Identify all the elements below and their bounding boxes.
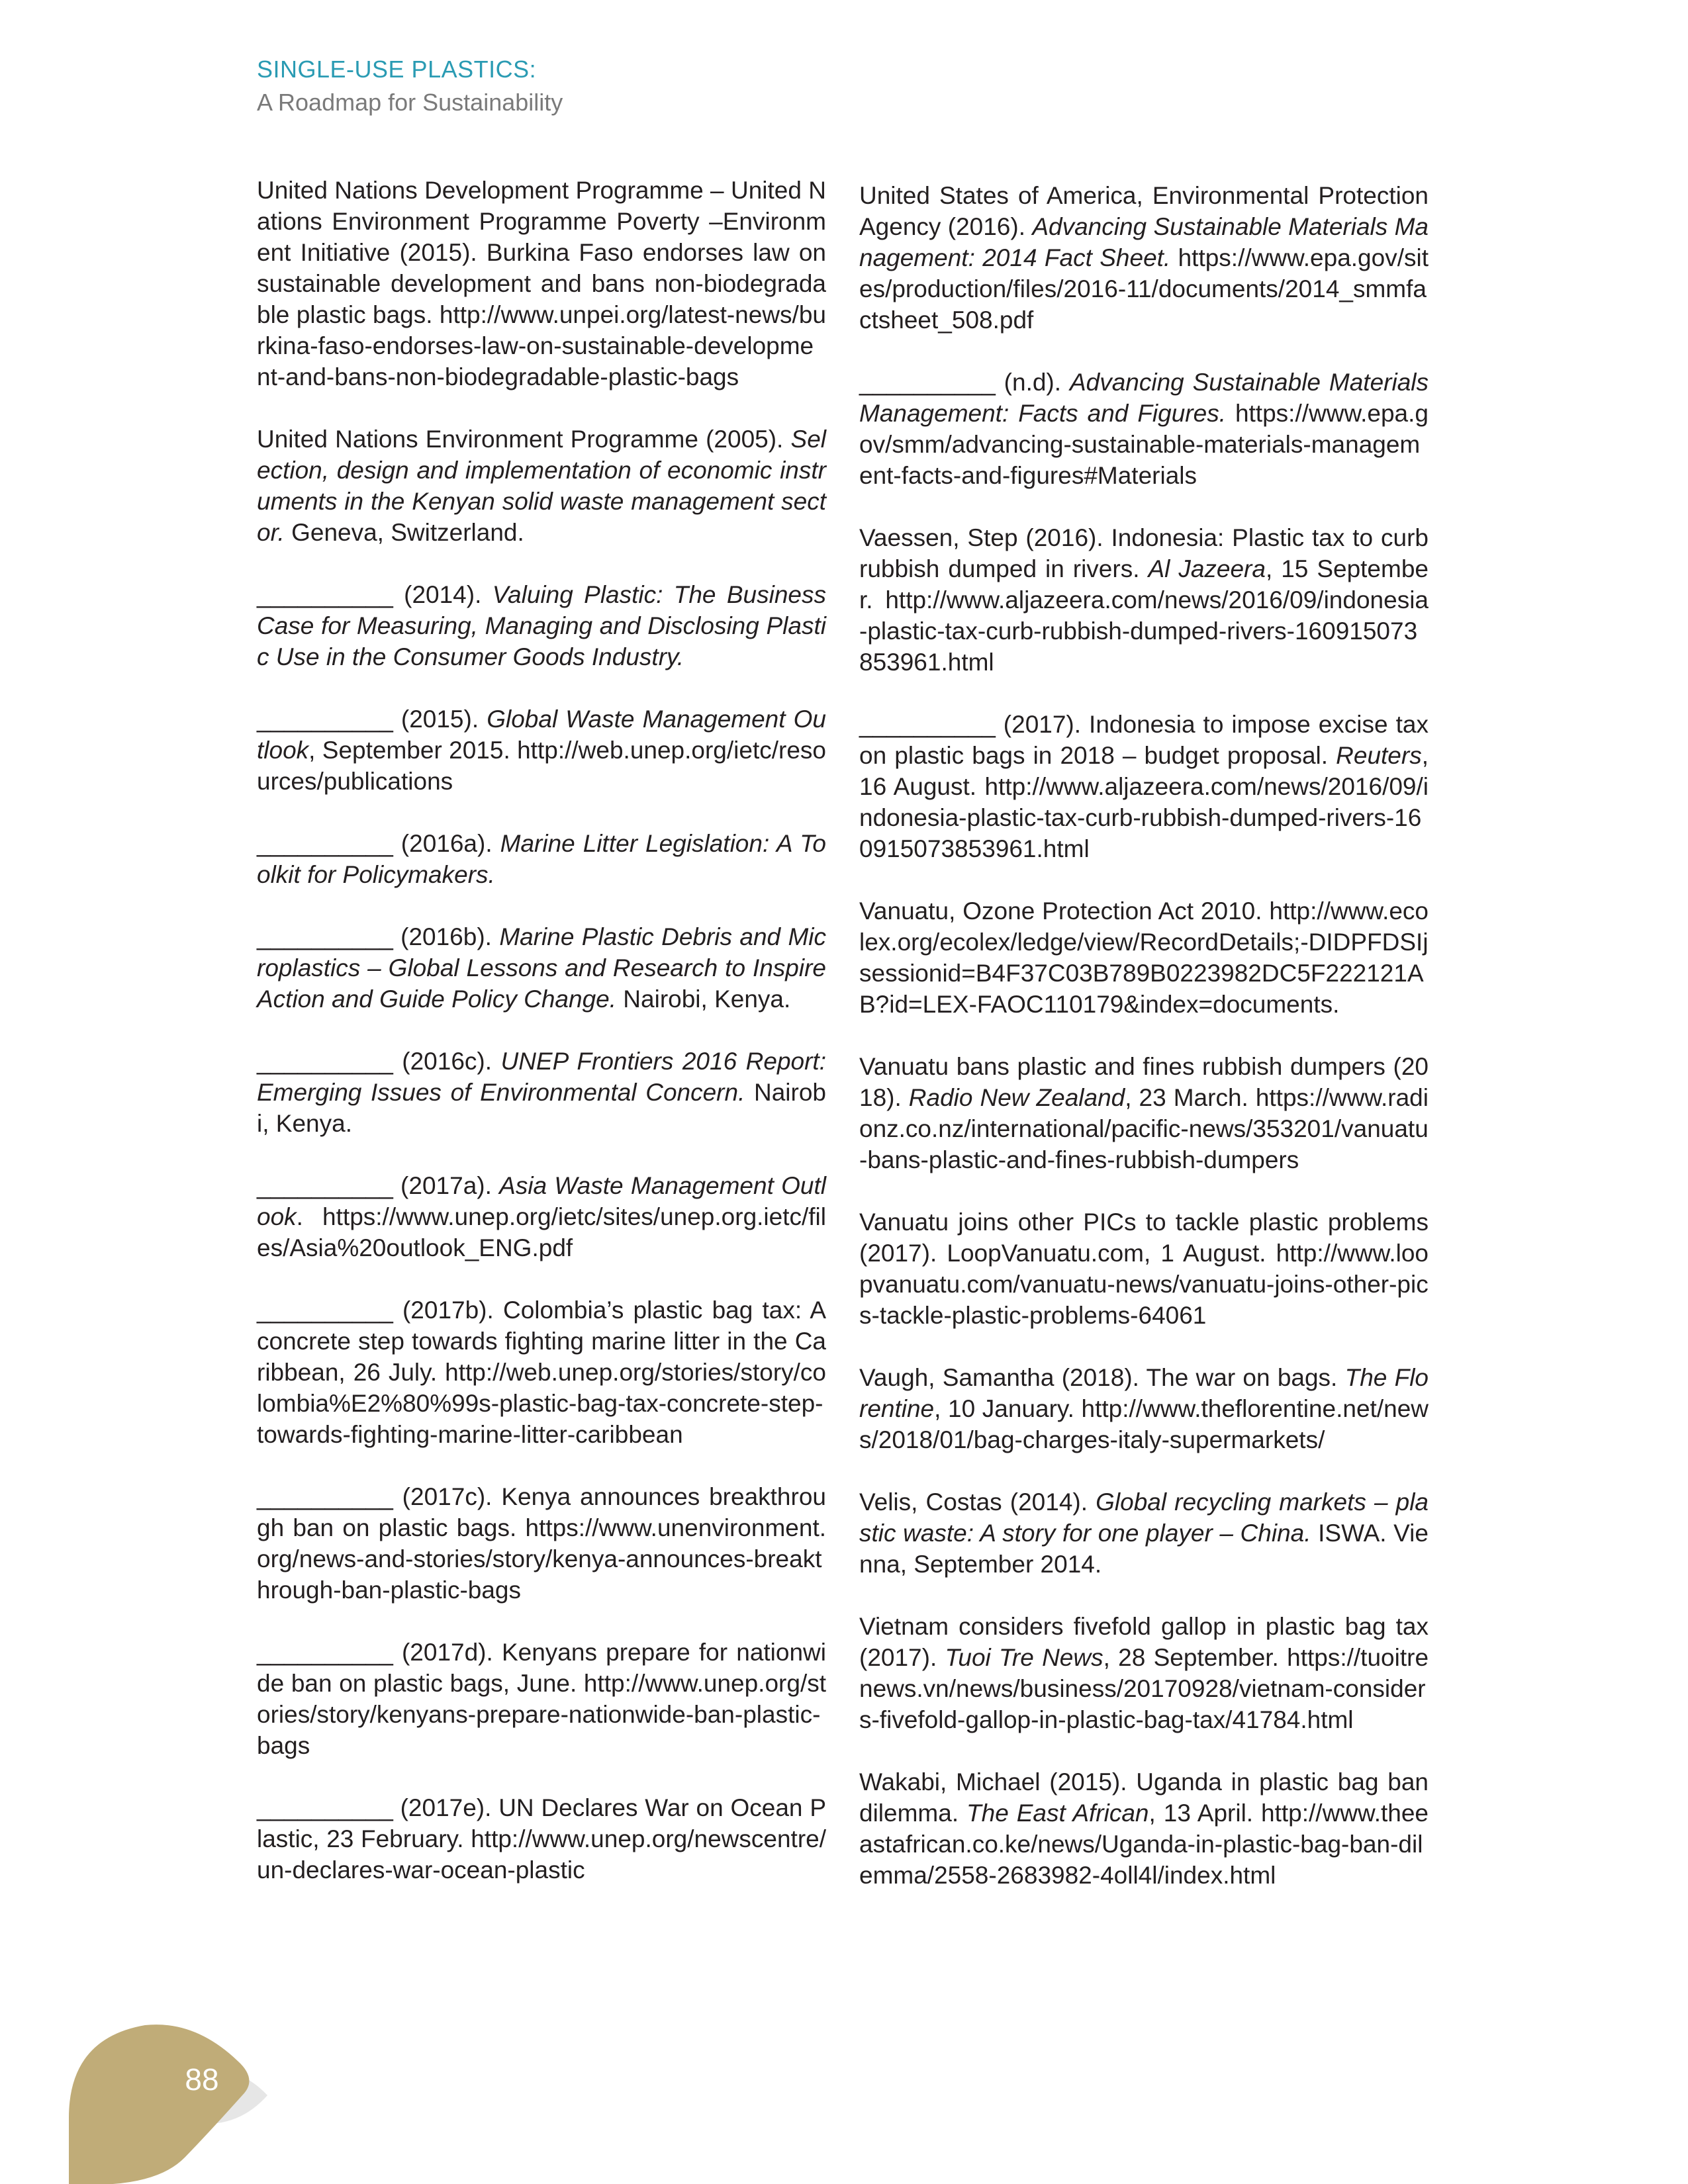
reference-entry (257, 1170, 826, 1263)
reference-entry (257, 828, 826, 890)
reference-text: __________ (2017c). Kenya announces breakthrough ban on plastic bags. https://www.unenvironment.org/news-and-stories/story/kenya-announces-breakthrough-ban-plastic-bags (257, 1483, 826, 1604)
reference-title: Radio New Zealand (908, 1084, 1125, 1111)
reference-text: Vanuatu joins other PICs to tackle plastic problems (2017). LoopVanuatu.com, 1 August. http://www.loopvanuatu.com/vanuatu-news/vanuatu-joins-other-pics-tackle-plastic-problems-64061 (859, 1208, 1429, 1329)
reference-entry (859, 709, 1429, 864)
reference-text: United Nations Environment Programme (2005). (257, 426, 791, 453)
reference-title: Selection, design and implementation of economic instruments in the Kenyan solid waste management sector. (257, 426, 826, 546)
reference-entry (257, 424, 826, 548)
reference-entry (859, 1051, 1429, 1175)
reference-text: Geneva, Switzerland. (284, 519, 524, 546)
reference-text: __________ (2014). (257, 581, 492, 608)
reference-text: Vietnam considers fivefold gallop in plastic bag tax (2017). (859, 1613, 1429, 1671)
reference-text: , 10 January. http://www.theflorentine.net/news/2018/01/bag-charges-italy-supermarkets/ (859, 1395, 1429, 1453)
reference-text: ISWA. Vienna, September 2014. (859, 1520, 1429, 1578)
reference-title: Asia Waste Management Outlook (257, 1172, 826, 1230)
reference-title: Tuoi Tre News (945, 1644, 1103, 1671)
reference-text: , 23 March. https://www.radionz.co.nz/international/pacific-news/353201/vanuatu-bans-plastic-and-fines-rubbish-dumpers (859, 1084, 1429, 1173)
reference-title: Valuing Plastic: The Business Case for Measuring, Managing and Disclosing Plastic Use in the Consumer Goods Industry. (257, 581, 826, 670)
reference-text: Velis, Costas (2014). (859, 1488, 1096, 1516)
reference-entry (257, 579, 826, 672)
reference-entry (859, 522, 1429, 678)
reference-text: , 13 April. http://www.theeastafrican.co.ke/news/Uganda-in-plastic-bag-ban-dilemma/2558-2683982-4oll4l/index.html (859, 1799, 1429, 1889)
reference-entry (859, 1486, 1429, 1580)
reference-title: Al Jazeera (1148, 555, 1266, 582)
page-number: 88 (185, 2062, 219, 2097)
reference-entry (859, 895, 1429, 1020)
reference-text: . https://www.unep.org/ietc/sites/unep.org.ietc/files/Asia%20outlook_ENG.pdf (257, 1203, 826, 1261)
reference-entry (859, 367, 1429, 491)
reference-text: https://www.epa.gov/sites/production/files/2016-11/documents/2014_smmfactsheet_508.pdf (859, 244, 1429, 334)
reference-text: Vanuatu, Ozone Protection Act 2010. http://www.ecolex.org/ecolex/ledge/view/RecordDetails;-DIDPFDSIjsessionid=B4F37C03B789B0223982DC5F222121AB?id=LEX-FAOC110179&index=documents. (859, 897, 1429, 1018)
reference-entry (859, 1206, 1429, 1331)
reference-title: Reuters (1336, 742, 1422, 769)
reference-text: Nairobi, Kenya. (257, 1079, 826, 1137)
reference-entry (257, 175, 826, 392)
reference-title: The East African (966, 1799, 1149, 1827)
reference-title: Global Waste Management Outlook (257, 705, 826, 764)
reference-title: UNEP Frontiers 2016 Report: Emerging Issues of Environmental Concern. (257, 1048, 826, 1106)
reference-entry (859, 180, 1429, 336)
reference-title: Advancing Sustainable Materials Management: 2014 Fact Sheet. (859, 213, 1429, 271)
reference-text: Wakabi, Michael (2015). Uganda in plastic bag ban dilemma. (859, 1768, 1429, 1827)
running-header (257, 53, 563, 119)
reference-text: __________ (n.d). (859, 369, 1070, 396)
primary-leaf-shape (69, 2025, 249, 2184)
reference-text: , 28 September. https://tuoitrenews.vn/news/business/20170928/vietnam-considers-fivefold-gallop-in-plastic-bag-tax/41784.html (859, 1644, 1429, 1733)
reference-entry (257, 1046, 826, 1139)
reference-text: __________ (2017b). Colombia’s plastic bag tax: A concrete step towards fighting marine litter in the Caribbean, 26 July. http://web.unep.org/stories/story/colombia%E2%80%99s-plastic-bag-tax-concrete-step-towards-fighting-marine-litter-caribbean (257, 1297, 826, 1448)
reference-entry (257, 1792, 826, 1886)
reference-text: https://www.epa.gov/smm/advancing-sustainable-materials-management-facts-and-figures#Materials (859, 400, 1429, 489)
reference-text: __________ (2016b). (257, 923, 500, 950)
reference-entry (859, 1766, 1429, 1891)
reference-text: __________ (2017e). UN Declares War on Ocean Plastic, 23 February. http://www.unep.org/newscentre/un-declares-war-ocean-plastic (257, 1794, 826, 1884)
reference-entry (257, 1295, 826, 1450)
reference-entry (257, 1481, 826, 1606)
reference-text: , 15 September. http://www.aljazeera.com/news/2016/09/indonesia-plastic-tax-curb-rubbish-dumped-rivers-160915073853961.html (859, 555, 1429, 676)
reference-text: United States of America, Environmental Protection Agency (2016). (859, 182, 1429, 240)
reference-entry (257, 921, 826, 1015)
reference-text: __________ (2017d). Kenyans prepare for nationwide ban on plastic bags, June. http://www.unep.org/stories/story/kenyans-prepare-nationwide-ban-plastic-bags (257, 1639, 826, 1759)
reference-entry (257, 704, 826, 797)
reference-text: __________ (2016c). (257, 1048, 501, 1075)
reference-text: Vaessen, Step (2016). Indonesia: Plastic tax to curb rubbish dumped in rivers. (859, 524, 1429, 582)
reference-text: United Nations Development Programme – United Nations Environment Programme Poverty –Environment Initiative (2015). Burkina Faso endorses law on sustainable development and bans non-biodegradable plastic bags. http://www.unpei.org/latest-news/burkina-faso-endorses-law-on-sustainable-development-and-bans-non-biodegradable-plastic-bags (257, 177, 826, 390)
references-right-column (859, 180, 1429, 1922)
references-left-column (257, 175, 826, 1917)
reference-text: __________ (2017a). (257, 1172, 500, 1199)
reference-text: Vanuatu bans plastic and fines rubbish dumpers (2018). (859, 1053, 1429, 1111)
reference-entry (859, 1362, 1429, 1455)
reference-text: __________ (2016a). (257, 830, 500, 857)
reference-title: Advancing Sustainable Materials Management: Facts and Figures. (859, 369, 1429, 427)
reference-text: Vaugh, Samantha (2018). The war on bags. (859, 1364, 1345, 1391)
header-title: SINGLE-USE PLASTICS: (257, 56, 537, 83)
reference-title: Marine Litter Legislation: A Toolkit for Policymakers. (257, 830, 826, 888)
reference-text: , 16 August. http://www.aljazeera.com/news/2016/09/indonesia-plastic-tax-curb-rubbish-dumped-rivers-160915073853961.html (859, 742, 1429, 862)
header-subtitle: A Roadmap for Sustainability (257, 89, 563, 116)
reference-text: __________ (2017). Indonesia to impose excise tax on plastic bags in 2018 – budget proposal. (859, 711, 1429, 769)
reference-title: Marine Plastic Debris and Microplastics – Global Lessons and Research to Inspire Action and Guide Policy Change. (257, 923, 826, 1013)
reference-title: The Florentine (859, 1364, 1429, 1422)
reference-text: , September 2015. http://web.unep.org/ietc/resources/publications (257, 737, 826, 795)
reference-entry (257, 1637, 826, 1761)
reference-title: Global recycling markets – plastic waste: A story for one player – China. (859, 1488, 1429, 1547)
reference-entry (859, 1611, 1429, 1735)
reference-text: __________ (2015). (257, 705, 487, 733)
reference-text: Nairobi, Kenya. (616, 985, 791, 1013)
